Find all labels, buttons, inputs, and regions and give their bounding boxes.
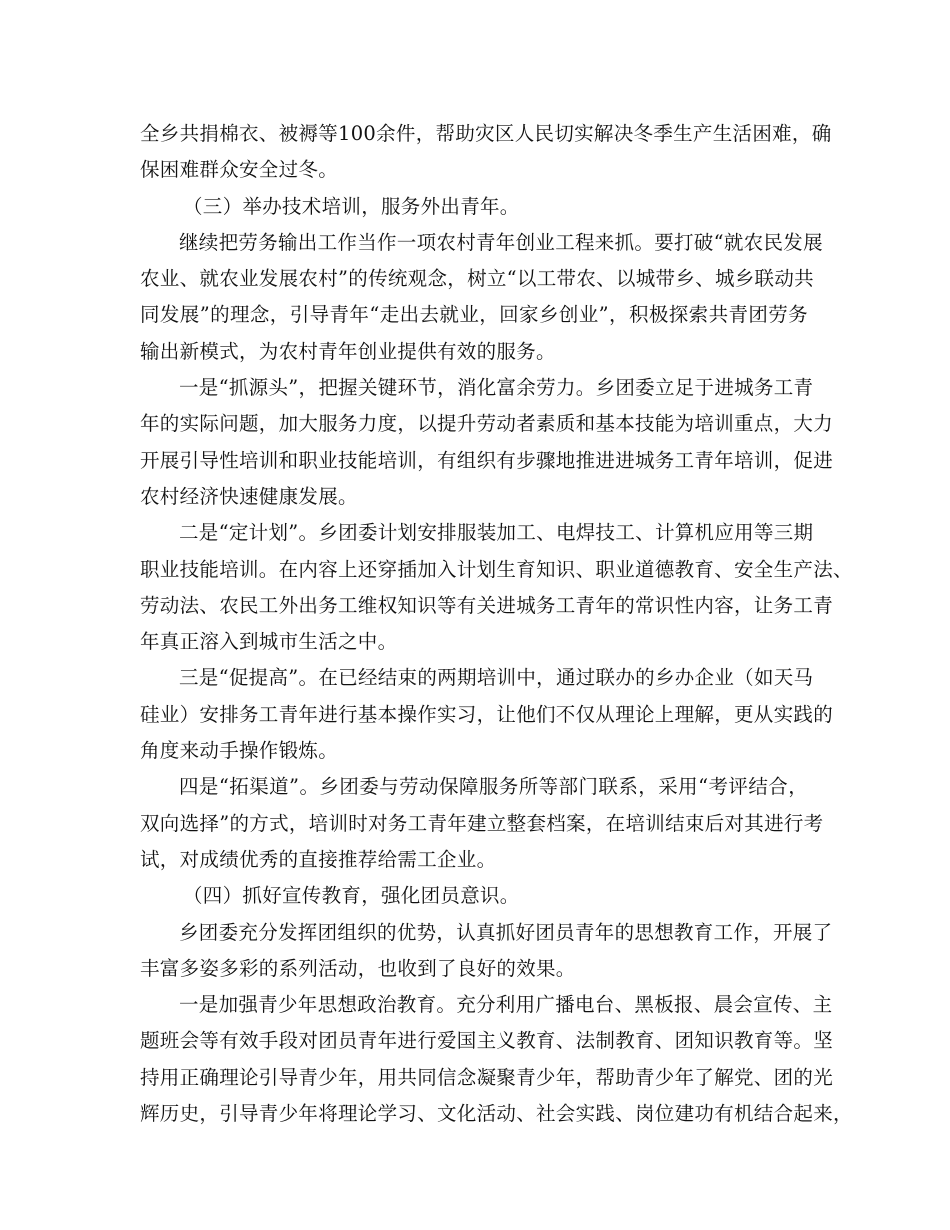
text-line: 同发展”的理念，引导青年“走出去就业，回家乡创业”，积极探索共青团劳务 [140, 303, 808, 327]
text-line: 一是“抓源头”，把握关键环节，消化富余劳力。乡团委立足于进城务工青 [179, 376, 814, 400]
text-line: 农业、就农业发展农村”的传统观念，树立“以工带农、以城带乡、城乡联动共 [140, 267, 814, 291]
text-line: 继续把劳务输出工作当作一项农村青年创业工程来抓。要打破“就农民发展 [179, 230, 823, 254]
text-line: 农村经济快速健康发展。 [140, 484, 358, 508]
text-line: 开展引导性培训和职业技能培训，有组织有步骤地推进进城务工青年培训，促进 [140, 448, 834, 472]
text-line: 劳动法、农民工外出务工维权知识等有关进城务工青年的常识性内容，让务工青 [140, 593, 834, 617]
text-line: 二是“定计划”。乡团委计划安排服装加工、电焊技工、计算机应用等三期 [179, 521, 814, 545]
text-line: 年的实际问题，加大服务力度，以提升劳动者素质和基本技能为培训重点，大力 [140, 412, 834, 436]
text-line: 角度来动手操作锻炼。 [140, 739, 339, 763]
text-line: 题班会等有效手段对团员青年进行爱国主义教育、法制教育、团知识教育等。坚 [140, 1029, 834, 1053]
section-heading: （四）抓好宣传教育，强化团员意识。 [183, 884, 520, 908]
text-line: 输出新模式，为农村青年创业提供有效的服务。 [140, 339, 556, 363]
text-line: 双向选择”的方式，培训时对务工青年建立整套档案，在培训结束后对其进行考 [140, 811, 824, 835]
text-line: 全乡共捐棉衣、被褥等100余件，帮助灾区人民切实解决冬季生产生活困难，确 [140, 122, 832, 145]
text-line: 年真正溶入到城市生活之中。 [140, 630, 398, 654]
section-heading: （三）举办技术培训，服务外出青年。 [183, 194, 520, 218]
text-line: 硅业）安排务工青年进行基本操作实习，让他们不仅从理论上理解，更从实践的 [140, 702, 834, 726]
text-line: 乡团委充分发挥团组织的优势，认真抓好团员青年的思想教育工作，开展了 [179, 920, 833, 944]
text-line: 四是“拓渠道”。乡团委与劳动保障服务所等部门联系，采用“考评结合， [179, 775, 808, 799]
text-line: 试，对成绩优秀的直接推荐给需工企业。 [140, 847, 497, 871]
text-line: 辉历史，引导青少年将理论学习、文化活动、社会实践、岗位建功有机结合起来， [140, 1102, 853, 1126]
text-line: 持用正确理论引导青少年，用共同信念凝聚青少年，帮助青少年了解党、团的光 [140, 1065, 834, 1089]
document-body [140, 116, 853, 1132]
text-line: 一是加强青少年思想政治教育。充分利用广播电台、黑板报、晨会宣传、主 [179, 993, 833, 1017]
text-line: 保困难群众安全过冬。 [140, 158, 339, 182]
text-line: 三是“促提高”。在已经结束的两期培训中，通过联办的乡办企业（如天马 [179, 666, 814, 690]
text-line: 丰富多姿多彩的系列活动，也收到了良好的效果。 [140, 956, 576, 980]
text-line: 职业技能培训。在内容上还穿插加入计划生育知识、职业道德教育、安全生产法、 [140, 557, 853, 581]
